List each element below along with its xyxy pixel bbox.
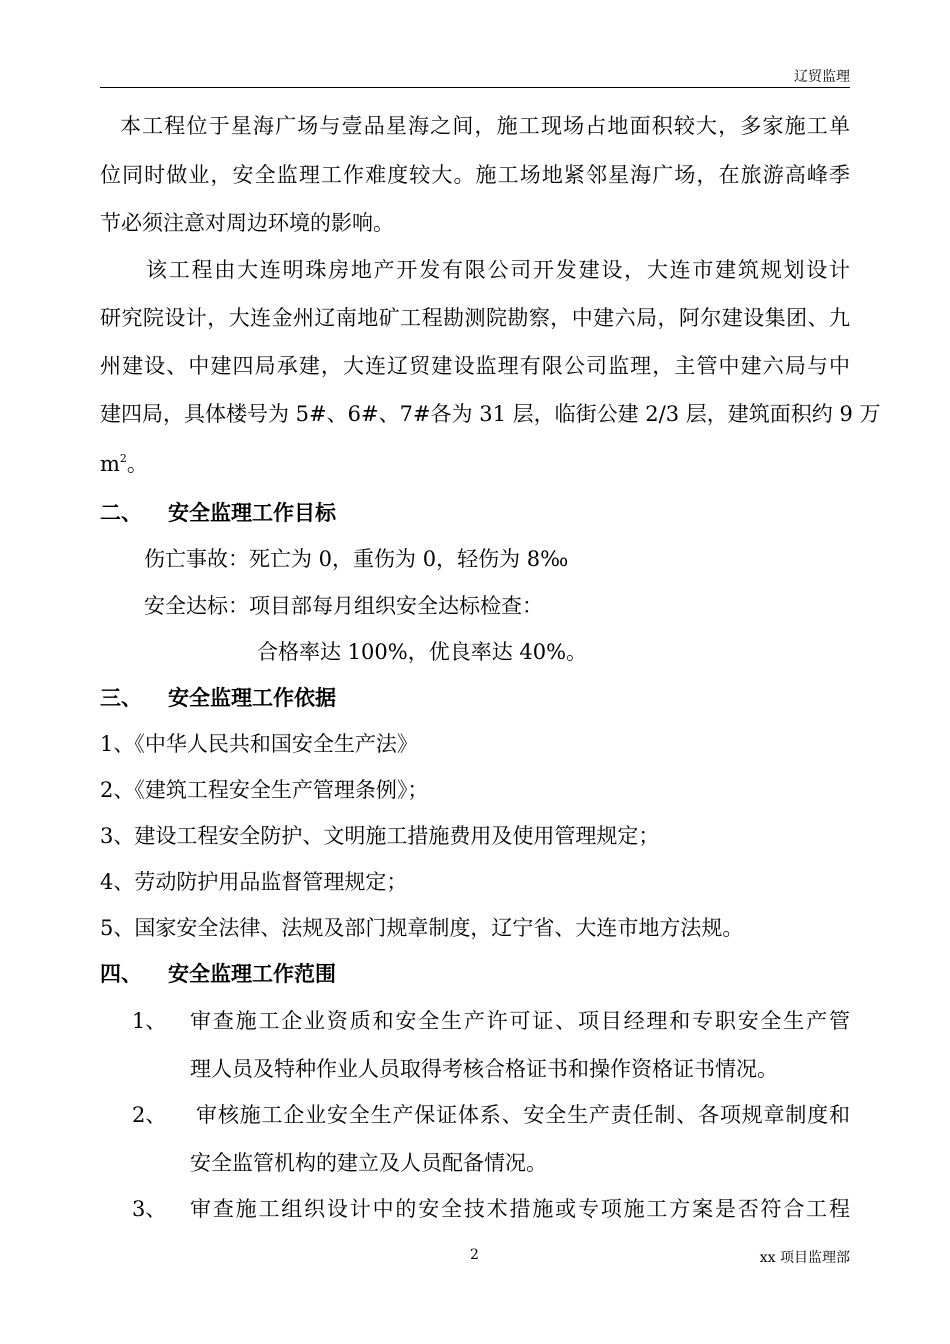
section-heading: [100, 959, 336, 989]
section-title: 安全监理工作范围: [168, 961, 336, 986]
list-item-line: 审查施工企业资质和安全生产许可证、项目经理和专职安全生产管: [190, 1009, 850, 1033]
section-number: 四、: [100, 961, 142, 986]
section-number: 二、: [100, 500, 142, 525]
list-item-line: 审核施工企业安全生产保证体系、安全生产责任制、各项规章制度和: [196, 1103, 850, 1127]
list-item-line: 理人员及特种作业人员取得考核合格证书和操作资格证书情况。: [190, 1057, 778, 1081]
section-title: 安全监理工作依据: [168, 685, 336, 710]
list-number: 3、: [132, 1197, 167, 1221]
goal-line: 安全达标：项目部每月组织安全达标检查：: [144, 594, 543, 618]
paragraph-line: 本工程位于星海广场与壹品星海之间，施工现场占地面积较大，多家施工单: [120, 114, 850, 138]
list-item: 4、劳动防护用品监督管理规定；: [100, 870, 408, 894]
section-number: 三、: [100, 685, 142, 710]
footer-department: xx 项目监理部: [759, 1250, 850, 1266]
list-item: 3、建设工程安全防护、文明施工措施费用及使用管理规定；: [100, 824, 660, 848]
section-heading: [100, 498, 336, 528]
page-header: 辽贸监理: [794, 69, 850, 85]
paragraph-line: [100, 449, 148, 479]
page-number: 2: [470, 1247, 479, 1263]
list-number: 1、: [132, 1009, 167, 1033]
paragraph-line: 研究院设计，大连金州辽南地矿工程勘测院勘察，中建六局，阿尔建设集团、九: [100, 306, 850, 330]
list-item: 2、《建筑工程安全生产管理条例》；: [100, 778, 429, 802]
list-item-line: 审查施工组织设计中的安全技术措施或专项施工方案是否符合工程: [190, 1197, 850, 1221]
paragraph-line: 州建设、中建四局承建，大连辽贸建设监理有限公司监理，主管中建六局与中: [100, 354, 850, 378]
section-title: 安全监理工作目标: [168, 500, 336, 525]
paragraph-line: 节必须注意对周边环境的影响。: [100, 211, 394, 235]
unit-text: m: [100, 452, 120, 476]
section-heading: [100, 683, 336, 713]
punctuation: 。: [126, 452, 148, 476]
header-rule: [100, 87, 850, 88]
paragraph-line: 位同时做业，安全监理工作难度较大。施工场地紧邻星海广场，在旅游高峰季: [100, 163, 850, 187]
goal-line: 伤亡事故：死亡为 0，重伤为 0，轻伤为 8‰: [144, 547, 569, 571]
goal-line: 合格率达 100%，优良率达 40%。: [257, 640, 588, 664]
list-item: 5、国家安全法律、法规及部门规章制度，辽宁省、大连市地方法规。: [100, 916, 744, 940]
list-item: 1、《中华人民共和国安全生产法》: [100, 732, 418, 756]
superscript: 2: [119, 452, 127, 465]
list-number: 2、: [132, 1103, 167, 1127]
paragraph-line: 建四局，具体楼号为 5#、6#、7#各为 31 层，临街公建 2/3 层，建筑面积约 9 万: [100, 402, 881, 426]
paragraph-line: 该工程由大连明珠房地产开发有限公司开发建设，大连市建筑规划设计: [146, 258, 850, 282]
list-item-line: 安全监管机构的建立及人员配备情况。: [190, 1151, 547, 1175]
